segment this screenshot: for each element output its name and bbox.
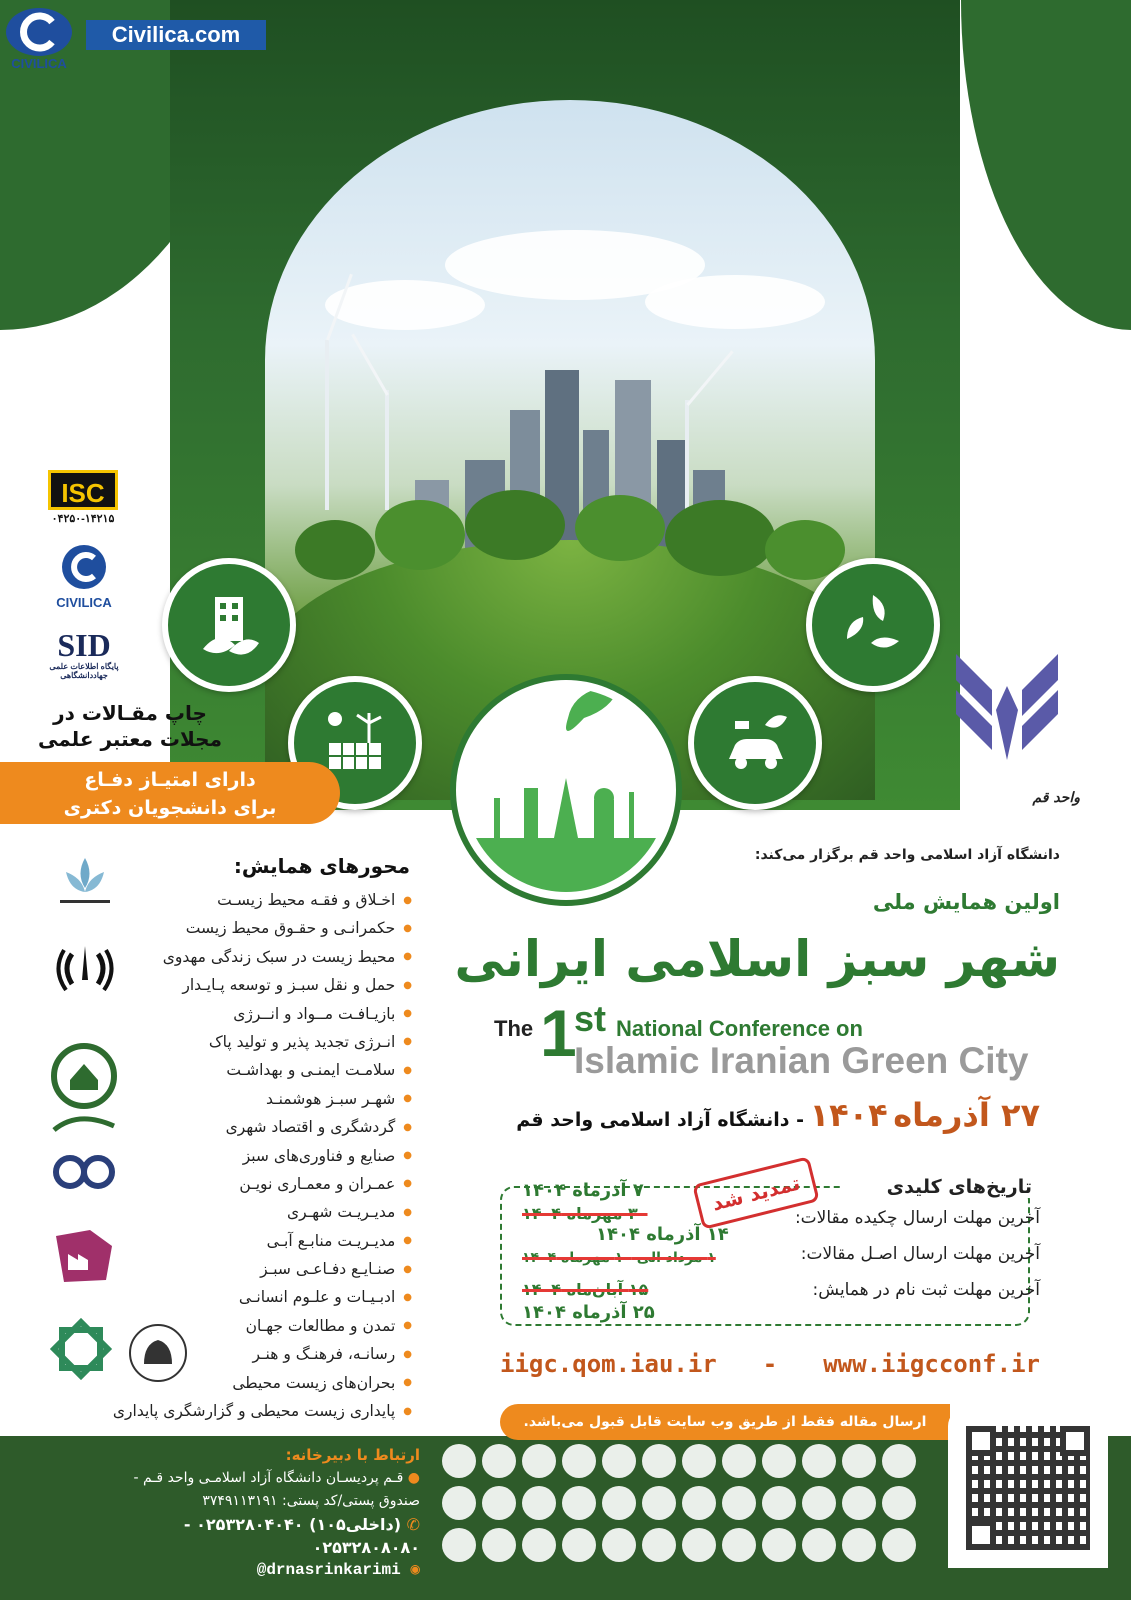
electric-car-circle	[688, 676, 822, 810]
contact-instagram[interactable]	[80, 1559, 420, 1582]
tree	[465, 490, 565, 560]
azad-university-logo	[952, 650, 1062, 770]
topic-item: ● بازیـافـت مــواد و انــرژی	[72, 1000, 412, 1028]
sponsor-logo	[562, 1444, 596, 1478]
sponsor-logo	[802, 1486, 836, 1520]
tree	[295, 520, 375, 580]
sponsor-logo	[442, 1528, 476, 1562]
topic-item: ● ادبـیـات و علـوم انسانـی	[72, 1283, 412, 1311]
green-city-emblem	[456, 680, 676, 900]
sponsor-logo	[522, 1486, 556, 1520]
phone-numbers: ۰۲۵۳۲۸۰۴۰۴۰ - ۰۲۵۳۲۸۰۸۰۸۰	[183, 1515, 420, 1557]
phone-extension: (داخلی۱۰۵)	[309, 1515, 402, 1534]
isc-code: ۰۴۲۵۰-۱۴۲۱۵	[51, 513, 115, 525]
civilica-logo-label: CIVILICA	[11, 56, 67, 71]
sponsor-logo	[642, 1486, 676, 1520]
turbine-blade	[686, 350, 733, 406]
sponsor-logo	[722, 1528, 756, 1562]
wind-turbine	[325, 340, 329, 510]
civilica-side-logo	[48, 544, 120, 610]
building-leaf-icon	[189, 585, 269, 665]
paper-deadline-label: آخرین مهلت ارسال اصـل مقالات:	[800, 1244, 1040, 1264]
url-university[interactable]: iigc.qom.iau.ir	[500, 1350, 717, 1378]
tree	[665, 500, 775, 576]
sid-logo	[46, 628, 122, 680]
defense-line-2: برای دانشجویان دکتری	[63, 797, 277, 819]
sponsor-logo	[762, 1528, 796, 1562]
sponsor-logo	[522, 1528, 556, 1562]
organizer-text: دانشگاه آزاد اسلامی واحد قم برگزار می‌کند:	[754, 847, 1060, 863]
sponsor-logo	[842, 1528, 876, 1562]
url-separator: -	[762, 1350, 778, 1378]
sponsor-logo	[642, 1444, 676, 1478]
civilica-site-badge[interactable]: Civilica.com	[86, 20, 266, 50]
sponsor-logo	[562, 1528, 596, 1562]
qr-code[interactable]	[948, 1408, 1108, 1568]
submission-note: ارسال مقاله فقط از طریق وب سایت قابل قبول می‌باشد.	[500, 1404, 950, 1440]
address-text: قـم پردیسـان دانشگاه آزاد اسلامـی واحد قـم -	[133, 1470, 404, 1486]
registration-deadline-old: ۱۵ آبان‌ماه ۱۴۰۴	[522, 1280, 649, 1299]
topic-item: ● مدیـریـت شهـری	[72, 1198, 412, 1226]
contact-address-line-1	[80, 1467, 420, 1490]
azad-university-caption: واحد قم	[1032, 790, 1080, 806]
sponsor-logo	[802, 1444, 836, 1478]
topic-item: ● حکمرانـی و حقـوق محیط زیست	[72, 914, 412, 942]
event-year: ۱۴۰۴	[809, 1096, 888, 1134]
event-day-month: ۲۷ آذرماه	[893, 1096, 1040, 1134]
english-title-number: 1	[540, 996, 577, 1070]
sponsor-logo	[762, 1486, 796, 1520]
topics-list	[72, 886, 412, 1425]
abstract-deadline-label: آخرین مهلت ارسال چکیده مقالات:	[794, 1208, 1040, 1228]
qr-finder	[966, 1520, 996, 1550]
sid-mark: SID	[57, 627, 111, 663]
registration-deadline-new: ۲۵ آذرماه ۱۴۰۴	[522, 1302, 655, 1323]
contact-info	[80, 1444, 420, 1582]
sponsor-logo	[882, 1486, 916, 1520]
qr-code-pattern	[966, 1426, 1090, 1550]
civilica-side-label: CIVILICA	[56, 595, 112, 610]
instagram-icon: ◉	[410, 1561, 420, 1579]
paper-deadline-old: ۱ مرداد الی ۱۰ مهرماه ۱۴۰۴	[522, 1250, 716, 1266]
english-title-suffix: st	[574, 998, 607, 1039]
top-right-green-panel	[961, 0, 1131, 330]
sponsor-logo	[882, 1444, 916, 1478]
azad-university-emblem-icon	[952, 650, 1062, 770]
recycle-leaf-icon	[833, 585, 913, 665]
sponsor-logo	[562, 1486, 596, 1520]
tree	[375, 500, 465, 570]
cloud	[325, 280, 485, 330]
contact-title: ارتباط با دبیرخانه:	[285, 1446, 420, 1464]
extended-stamp: تمدید شد	[692, 1156, 820, 1230]
location-pin-icon: ●	[407, 1470, 420, 1486]
sponsor-logo	[722, 1486, 756, 1520]
sponsor-logos	[442, 1444, 922, 1562]
city-skyline-leaf-icon	[464, 688, 668, 892]
topic-item: ● صنـایـع دفـاعـی سبـز	[72, 1255, 412, 1283]
sponsor-logo	[602, 1528, 636, 1562]
isc-logo	[48, 470, 118, 525]
topic-item: ● انـرژی تجدید پذیر و تولید پاک	[72, 1028, 412, 1056]
instagram-handle: @drnasrinkarimi	[256, 1561, 401, 1579]
topic-item: ● عمـران و معمـاری نویـن	[72, 1170, 412, 1198]
topic-item: ● حمل و نقل سبـز و توسعه پـایـدار	[72, 971, 412, 999]
sid-subtitle: پایگاه اطلاعات علمی جهاددانشگاهی	[49, 662, 119, 680]
sponsor-logo	[802, 1528, 836, 1562]
publish-note	[30, 700, 230, 752]
electric-car-icon	[715, 703, 795, 783]
abstract-deadline-old: ۳۰ مهرماه ۱۴۰۴	[522, 1204, 648, 1223]
recycle-circle	[806, 558, 940, 692]
cloud	[645, 275, 825, 329]
civilica-c-icon	[58, 544, 110, 590]
wind-turbine	[385, 390, 389, 510]
publish-note-line-2: مجلات معتبر علمی	[38, 727, 222, 751]
qr-finder	[966, 1426, 996, 1456]
tree	[575, 495, 665, 561]
sponsor-logo	[602, 1444, 636, 1478]
building-map-circle	[162, 558, 296, 692]
sponsor-logo	[482, 1486, 516, 1520]
contact-phones[interactable]	[80, 1513, 420, 1559]
sponsor-logo	[722, 1444, 756, 1478]
sponsor-logo	[442, 1444, 476, 1478]
url-conference[interactable]: www.iigcconf.ir	[823, 1350, 1040, 1378]
defense-line-1: دارای امتیـاز دفـاع	[84, 769, 256, 791]
english-title-line-1: National Conference on	[616, 1016, 863, 1041]
sponsor-logo	[842, 1486, 876, 1520]
sponsor-logo	[642, 1528, 676, 1562]
topic-item: ● اخـلاق و فقـه محیط زیسـت	[72, 886, 412, 914]
isc-logo-mark: ISC	[48, 470, 118, 510]
sponsor-logo	[442, 1486, 476, 1520]
abstract-deadline-new: ۷ آذرماه ۱۴۰۴	[522, 1180, 644, 1201]
sponsor-logo	[842, 1444, 876, 1478]
civilica-logo	[6, 8, 72, 56]
sponsor-logo	[882, 1528, 916, 1562]
sponsor-logo	[682, 1486, 716, 1520]
sponsor-logo	[682, 1528, 716, 1562]
key-dates-title: تاریخ‌های کلیدی	[840, 1176, 1040, 1198]
topic-item: ● سلامـت ایمنـی و بهداشـت	[72, 1056, 412, 1084]
registration-deadline-label: آخرین مهلت ثبت نام در همایش:	[812, 1280, 1040, 1300]
defense-points-banner	[0, 762, 340, 824]
topic-item: ● رسانـه، فرهنـگ و هنـر	[72, 1340, 412, 1368]
qr-finder	[1060, 1426, 1090, 1456]
english-title-the: The	[494, 1016, 534, 1041]
conference-title: شهر سبز اسلامی ایرانی	[454, 930, 1060, 988]
topic-item: ● صنایع و فناوری‌های سبز	[72, 1142, 412, 1170]
english-title-line-2: Islamic Iranian Green City	[574, 1040, 1029, 1081]
sponsor-logo	[682, 1444, 716, 1478]
publish-note-line-1: چاپ مقـالات در	[53, 701, 207, 725]
topic-item: ● تمدن و مطالعات جهـان	[72, 1312, 412, 1340]
conference-subtitle: اولین همایش ملی	[872, 890, 1060, 914]
topic-item: ● محیط زیست در سبک زندگی مهدوی	[72, 943, 412, 971]
event-place: - دانشگاه آزاد اسلامی واحد قم	[516, 1109, 804, 1131]
topic-item: ● گردشگری و اقتصاد شهری	[72, 1113, 412, 1141]
phone-icon: ✆	[406, 1515, 420, 1534]
conference-urls	[500, 1350, 1040, 1378]
paper-deadline-new: ۱۴ آذرماه ۱۴۰۴	[596, 1224, 729, 1245]
sponsor-logo	[482, 1444, 516, 1478]
sponsor-logo	[762, 1444, 796, 1478]
sponsor-logo	[482, 1528, 516, 1562]
wind-turbine	[685, 400, 689, 520]
topics-title: محورهای همایش:	[233, 854, 410, 878]
contact-address-line-2: صندوق پستی/کد پستی: ۳۷۴۹۱۱۳۱۹۱	[202, 1493, 420, 1509]
sponsor-logo	[522, 1444, 556, 1478]
turbine-blade	[351, 334, 389, 396]
sponsor-logo	[602, 1486, 636, 1520]
event-date	[480, 1096, 1040, 1134]
topic-item: ● مدیـریـت منابـع آبـی	[72, 1227, 412, 1255]
topic-item: ● شهـر سبـز هوشمنـد	[72, 1085, 412, 1113]
topic-item: ● پایداری زیست محیطی و گزارشگری پایداری	[72, 1397, 412, 1425]
topic-item: ● بحران‌های زیست محیطی	[72, 1369, 412, 1397]
